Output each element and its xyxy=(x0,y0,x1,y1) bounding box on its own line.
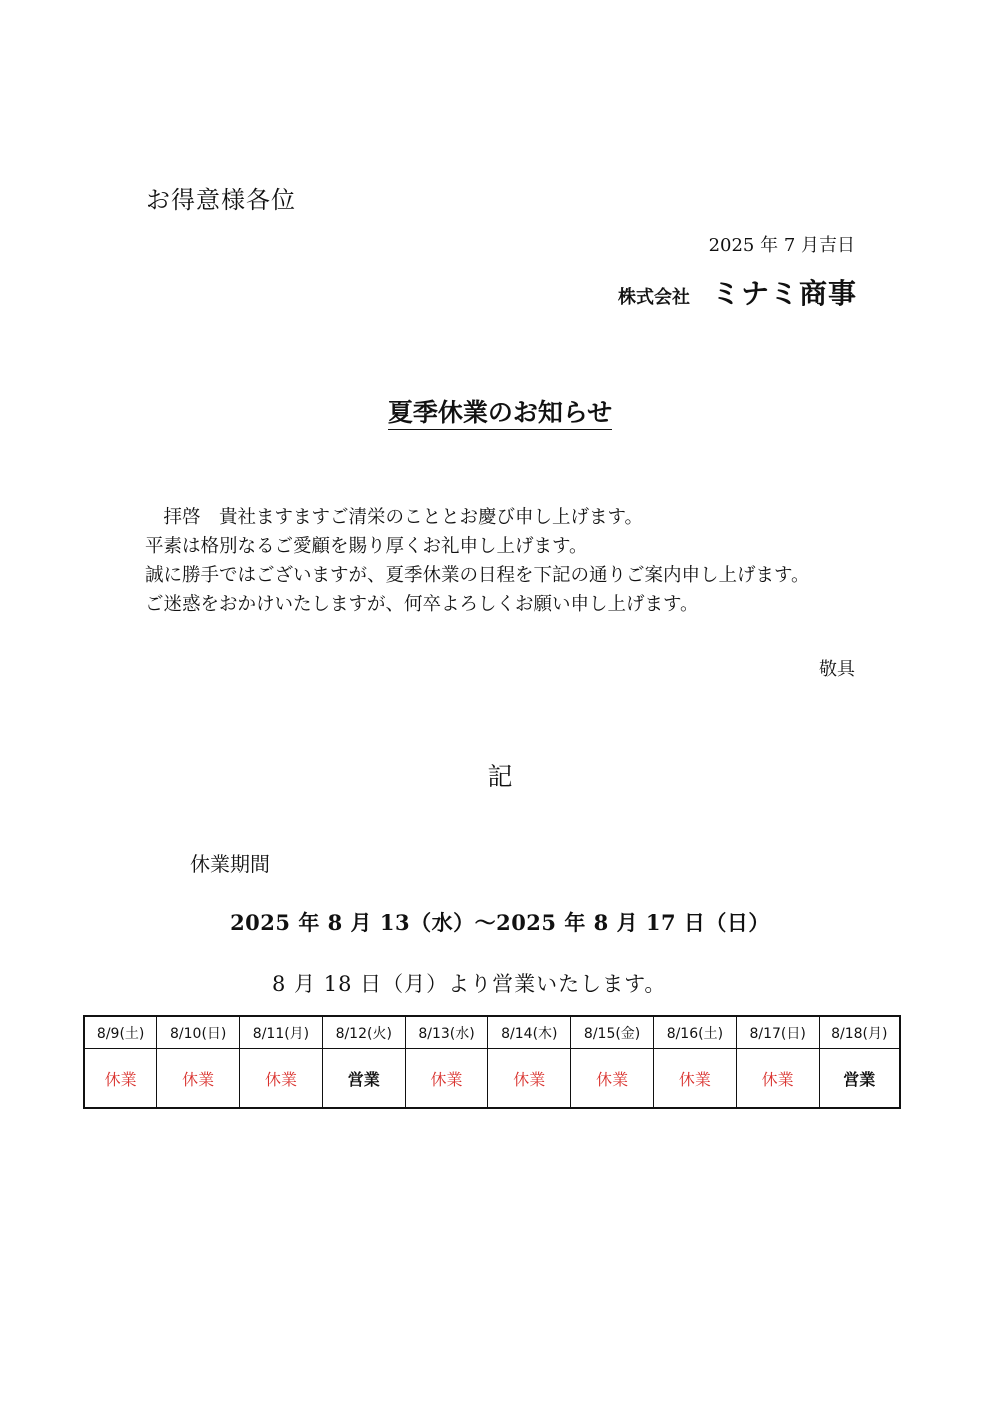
company-prefix: 株式会社 xyxy=(617,287,690,308)
calendar-date-cell: 8/12(火) xyxy=(322,1016,405,1049)
calendar-status-cell: 営業 xyxy=(322,1049,405,1109)
calendar-status-cell: 休業 xyxy=(488,1049,571,1109)
calendar-status-cell: 休業 xyxy=(405,1049,488,1109)
holiday-period: 2025 年 8 月 13（水）～2025 年 8 月 17 日（日） xyxy=(230,910,770,935)
recipient: お得意様各位 xyxy=(146,186,296,214)
calendar-status-cell: 休業 xyxy=(736,1049,819,1109)
document-title xyxy=(0,393,1000,429)
body-text xyxy=(145,503,810,619)
closing: 敬具 xyxy=(819,659,855,680)
calendar-status-cell: 休業 xyxy=(653,1049,736,1109)
calendar-date-cell: 8/14(木) xyxy=(488,1016,571,1049)
period-label: 休業期間 xyxy=(190,852,270,876)
body-line: 平素は格別なるご愛顧を賜り厚くお礼申し上げます。 xyxy=(145,536,588,557)
calendar-date-row xyxy=(84,1016,900,1049)
calendar-date-cell: 8/10(日) xyxy=(157,1016,240,1049)
calendar-status-cell: 休業 xyxy=(157,1049,240,1109)
company-name-block xyxy=(618,272,857,312)
ki-heading: 記 xyxy=(487,762,513,791)
calendar-date-cell: 8/9(土) xyxy=(84,1016,157,1049)
company-name: ミナミ商事 xyxy=(711,277,857,310)
body-line: 拝啓 貴社ますますご清栄のこととお慶び申し上げます。 xyxy=(145,507,644,528)
resume-notice: 8 月 18 日（月）より営業いたします。 xyxy=(272,972,667,996)
calendar-date-cell: 8/18(月) xyxy=(819,1016,900,1049)
calendar-status-cell: 休業 xyxy=(571,1049,654,1109)
calendar-date-cell: 8/13(水) xyxy=(405,1016,488,1049)
issue-date: 2025 年 7 月吉日 xyxy=(708,235,855,256)
document-title-text: 夏季休業のお知らせ xyxy=(388,398,612,430)
body-line: ご迷惑をおかけいたしますが、何卒よろしくお願い申し上げます。 xyxy=(145,594,699,615)
calendar-date-cell: 8/16(土) xyxy=(653,1016,736,1049)
body-line: 誠に勝手ではございますが、夏季休業の日程を下記の通りご案内申し上げます。 xyxy=(145,565,810,586)
calendar-status-cell: 休業 xyxy=(240,1049,323,1109)
calendar-date-cell: 8/11(月) xyxy=(240,1016,323,1049)
calendar-date-cell: 8/15(金) xyxy=(571,1016,654,1049)
calendar-status-cell: 営業 xyxy=(819,1049,900,1109)
holiday-calendar-table xyxy=(83,1015,901,1109)
calendar-status-row xyxy=(84,1049,900,1109)
calendar-status-cell: 休業 xyxy=(84,1049,157,1109)
calendar-date-cell: 8/17(日) xyxy=(736,1016,819,1049)
